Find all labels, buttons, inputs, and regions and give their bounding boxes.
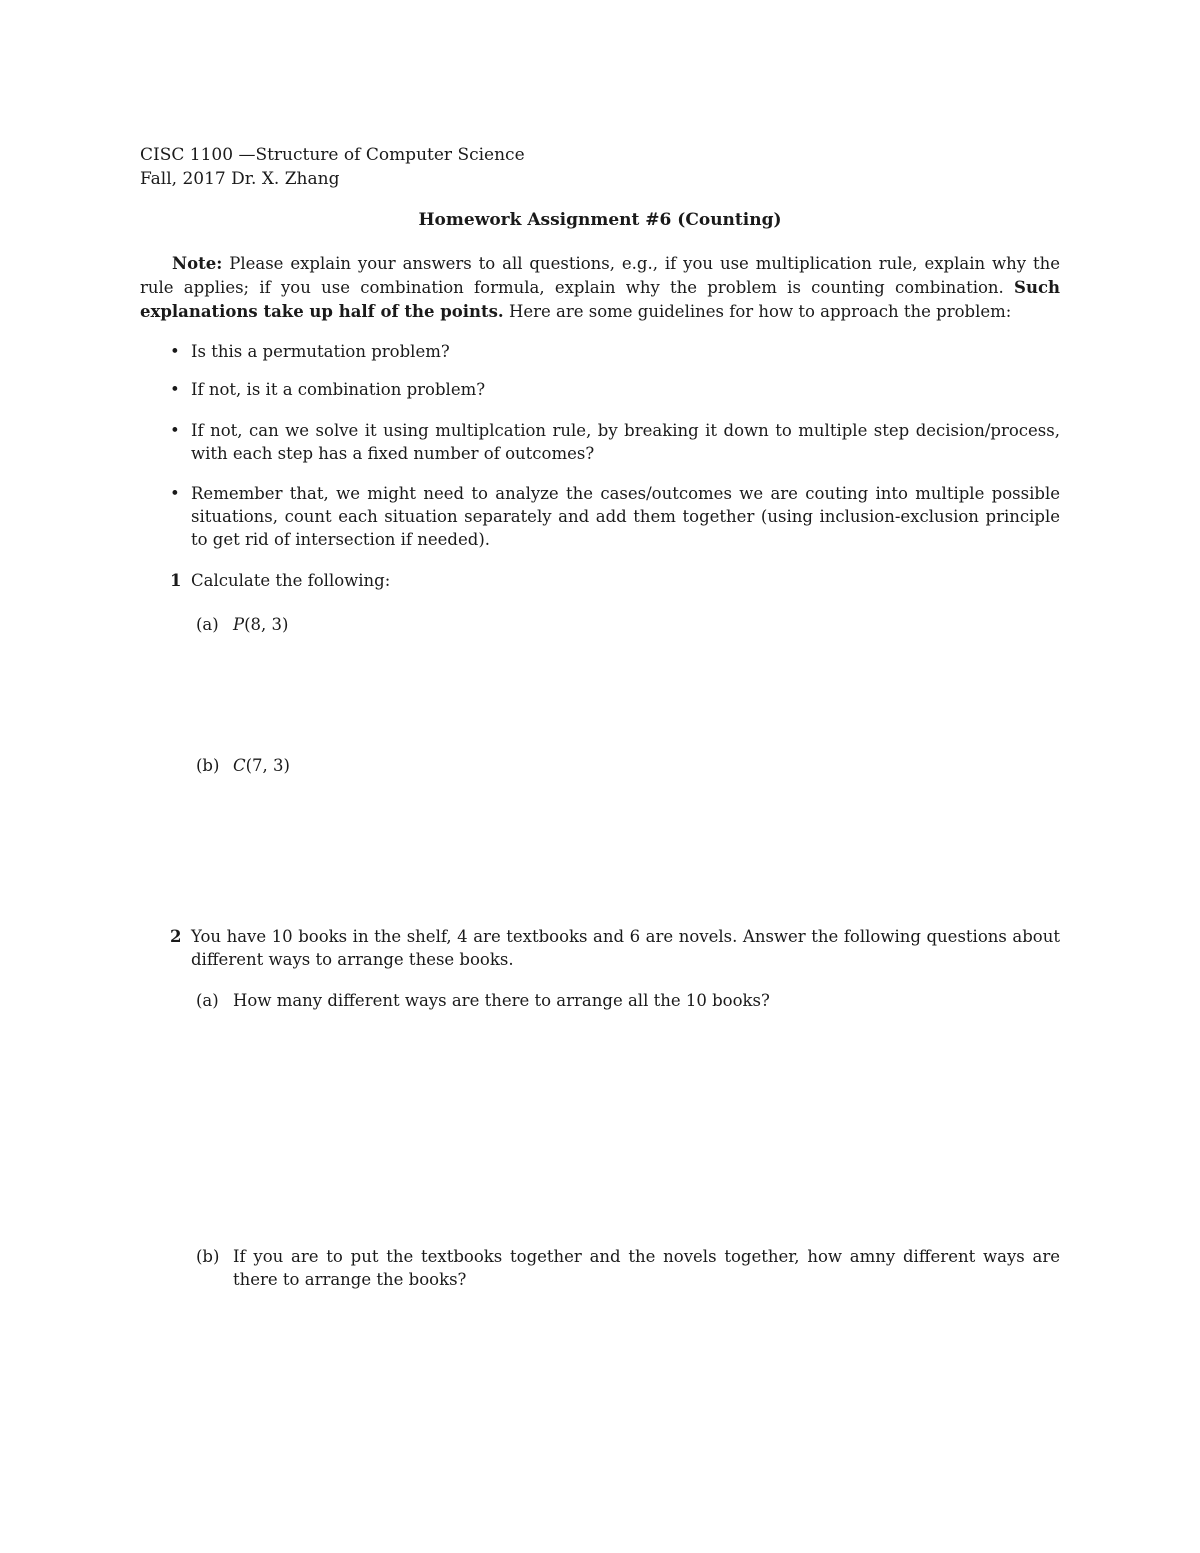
- problem-number: 2: [170, 927, 182, 946]
- guideline-text: If not, is it a combination problem?: [191, 380, 486, 399]
- note-bold-text: Such explanations take up half of the points.: [140, 278, 1060, 321]
- guideline-item: [170, 482, 1060, 551]
- part-label: (a): [196, 615, 219, 634]
- problem-number: 1: [170, 571, 182, 590]
- guideline-item: [170, 378, 1060, 401]
- course-title: CISC 1100 —Structure of Computer Science: [140, 145, 525, 165]
- problem-2-part-a: [196, 989, 1060, 1012]
- bullet-icon: •: [170, 342, 180, 361]
- problem-2: [170, 925, 1060, 971]
- part-expression: [233, 613, 1060, 636]
- part-label: (b): [196, 756, 220, 775]
- bullet-icon: •: [170, 380, 180, 399]
- function-args: (7, 3): [245, 756, 290, 775]
- guideline-text: If not, can we solve it using multiplcation rule, by breaking it down to multiple step decision/process, with each step has a fixed number of outcomes?: [191, 421, 1060, 463]
- note-label: Note:: [172, 254, 223, 273]
- part-expression: [233, 754, 1060, 777]
- permutation-function: P: [233, 615, 245, 634]
- bullet-icon: •: [170, 484, 180, 503]
- part-label: (a): [196, 991, 219, 1010]
- part-label: (b): [196, 1247, 220, 1266]
- function-args: (8, 3): [244, 615, 289, 634]
- note-text: Please explain your answers to all questions, e.g., if you use multiplication rule, explain why the rule applies; if you use combination formula, explain why the problem is counting combination.: [140, 254, 1060, 297]
- combination-function: C: [233, 756, 246, 775]
- term-instructor: Fall, 2017 Dr. X. Zhang: [140, 169, 340, 189]
- problem-2-part-b: [196, 1245, 1060, 1291]
- part-text: If you are to put the textbooks together and the novels together, how amny different ways are there to arrange the books?: [233, 1247, 1060, 1289]
- guideline-text: Is this a permutation problem?: [191, 342, 450, 361]
- guideline-text: Remember that, we might need to analyze the cases/outcomes we are couting into multiple possible situations, count each situation separately and add them together (using inclusion-exclusion principle to get rid of intersection if needed).: [191, 484, 1060, 549]
- problem-1-part-b: [196, 754, 1060, 777]
- problem-1-part-a: [196, 613, 1060, 636]
- note-text-after: Here are some guidelines for how to approach the problem:: [508, 302, 1012, 321]
- part-text: How many different ways are there to arrange all the 10 books?: [233, 991, 770, 1010]
- problem-text: Calculate the following:: [191, 571, 391, 590]
- guideline-item: [170, 340, 1060, 363]
- note-paragraph: [140, 252, 1060, 324]
- problem-1: [170, 569, 1060, 592]
- guideline-item: [170, 419, 1060, 465]
- problem-text: You have 10 books in the shelf, 4 are textbooks and 6 are novels. Answer the following questions about different ways to arrange these books.: [191, 927, 1060, 969]
- assignment-title: Homework Assignment #6 (Counting): [418, 210, 782, 230]
- bullet-icon: •: [170, 421, 180, 440]
